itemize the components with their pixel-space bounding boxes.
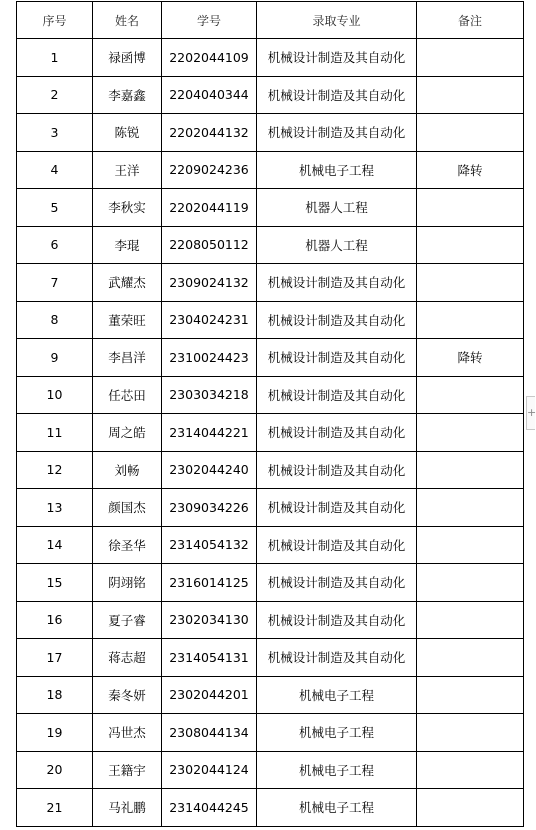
table-row <box>17 339 524 377</box>
add-column-handle[interactable] <box>526 396 535 430</box>
cell-index: 18 <box>17 676 93 714</box>
cell-remark <box>417 789 524 827</box>
cell-name: 董荣旺 <box>93 301 162 339</box>
cell-name: 马礼鹏 <box>93 789 162 827</box>
cell-name: 阴翊铭 <box>93 564 162 602</box>
cell-name: 李琨 <box>93 226 162 264</box>
cell-remark <box>417 226 524 264</box>
cell-remark <box>417 301 524 339</box>
cell-student-id: 2202044132 <box>162 114 257 152</box>
cell-major: 机械设计制造及其自动化 <box>257 301 417 339</box>
table-row <box>17 601 524 639</box>
cell-major: 机械设计制造及其自动化 <box>257 601 417 639</box>
cell-remark <box>417 639 524 677</box>
cell-name: 王籍宇 <box>93 751 162 789</box>
cell-index: 2 <box>17 76 93 114</box>
cell-name: 李秋实 <box>93 189 162 227</box>
table-row <box>17 264 524 302</box>
cell-name: 禄函博 <box>93 39 162 77</box>
cell-name: 徐圣华 <box>93 526 162 564</box>
header-index: 序号 <box>17 2 93 39</box>
cell-student-id: 2314044245 <box>162 789 257 827</box>
cell-major: 机械设计制造及其自动化 <box>257 376 417 414</box>
table-row <box>17 226 524 264</box>
header-major: 录取专业 <box>257 2 417 39</box>
cell-index: 17 <box>17 639 93 677</box>
cell-name: 周之皓 <box>93 414 162 452</box>
cell-major: 机械设计制造及其自动化 <box>257 489 417 527</box>
cell-remark: 降转 <box>417 339 524 377</box>
table-row <box>17 76 524 114</box>
cell-student-id: 2209024236 <box>162 151 257 189</box>
cell-major: 机械设计制造及其自动化 <box>257 114 417 152</box>
cell-index: 13 <box>17 489 93 527</box>
cell-remark <box>417 114 524 152</box>
cell-major: 机械设计制造及其自动化 <box>257 76 417 114</box>
cell-remark <box>417 264 524 302</box>
cell-major: 机械设计制造及其自动化 <box>257 264 417 302</box>
cell-remark <box>417 376 524 414</box>
cell-name: 王洋 <box>93 151 162 189</box>
table-row <box>17 39 524 77</box>
cell-name: 任芯田 <box>93 376 162 414</box>
cell-index: 15 <box>17 564 93 602</box>
table-row <box>17 376 524 414</box>
cell-index: 21 <box>17 789 93 827</box>
cell-remark <box>417 414 524 452</box>
cell-remark <box>417 564 524 602</box>
cell-name: 冯世杰 <box>93 714 162 752</box>
header-student-id: 学号 <box>162 2 257 39</box>
cell-index: 8 <box>17 301 93 339</box>
header-name: 姓名 <box>93 2 162 39</box>
table-row <box>17 751 524 789</box>
table-row <box>17 789 524 827</box>
cell-major: 机械电子工程 <box>257 714 417 752</box>
cell-student-id: 2202044119 <box>162 189 257 227</box>
cell-index: 4 <box>17 151 93 189</box>
cell-student-id: 2302044124 <box>162 751 257 789</box>
cell-major: 机械电子工程 <box>257 676 417 714</box>
cell-major: 机械设计制造及其自动化 <box>257 451 417 489</box>
table-row <box>17 414 524 452</box>
cell-student-id: 2309024132 <box>162 264 257 302</box>
cell-student-id: 2202044109 <box>162 39 257 77</box>
cell-index: 10 <box>17 376 93 414</box>
cell-name: 刘畅 <box>93 451 162 489</box>
cell-student-id: 2309034226 <box>162 489 257 527</box>
cell-index: 3 <box>17 114 93 152</box>
table-row <box>17 714 524 752</box>
cell-name: 李嘉鑫 <box>93 76 162 114</box>
table-body <box>17 39 524 827</box>
cell-name: 秦冬妍 <box>93 676 162 714</box>
cell-remark <box>417 451 524 489</box>
cell-remark <box>417 39 524 77</box>
admission-table <box>16 1 524 827</box>
cell-index: 7 <box>17 264 93 302</box>
table-row <box>17 489 524 527</box>
header-row <box>17 2 524 39</box>
cell-student-id: 2316014125 <box>162 564 257 602</box>
cell-major: 机械设计制造及其自动化 <box>257 414 417 452</box>
table-row <box>17 151 524 189</box>
cell-remark <box>417 751 524 789</box>
cell-remark: 降转 <box>417 151 524 189</box>
cell-index: 11 <box>17 414 93 452</box>
cell-student-id: 2310024423 <box>162 339 257 377</box>
table-row <box>17 189 524 227</box>
table-row <box>17 451 524 489</box>
cell-remark <box>417 714 524 752</box>
table-row <box>17 676 524 714</box>
cell-major: 机械设计制造及其自动化 <box>257 339 417 377</box>
table-row <box>17 564 524 602</box>
cell-student-id: 2302044240 <box>162 451 257 489</box>
table-row <box>17 301 524 339</box>
cell-index: 12 <box>17 451 93 489</box>
cell-remark <box>417 676 524 714</box>
cell-index: 14 <box>17 526 93 564</box>
cell-index: 9 <box>17 339 93 377</box>
cell-major: 机械设计制造及其自动化 <box>257 526 417 564</box>
cell-major: 机械设计制造及其自动化 <box>257 39 417 77</box>
cell-name: 夏子睿 <box>93 601 162 639</box>
cell-name: 蒋志超 <box>93 639 162 677</box>
cell-name: 颜国杰 <box>93 489 162 527</box>
cell-major: 机械电子工程 <box>257 751 417 789</box>
cell-major: 机器人工程 <box>257 189 417 227</box>
cell-name: 武耀杰 <box>93 264 162 302</box>
cell-index: 20 <box>17 751 93 789</box>
cell-major: 机械设计制造及其自动化 <box>257 639 417 677</box>
cell-student-id: 2204040344 <box>162 76 257 114</box>
cell-major: 机器人工程 <box>257 226 417 264</box>
cell-index: 5 <box>17 189 93 227</box>
table-header <box>17 2 524 39</box>
cell-name: 李昌洋 <box>93 339 162 377</box>
cell-index: 19 <box>17 714 93 752</box>
table-row <box>17 526 524 564</box>
header-remark: 备注 <box>417 2 524 39</box>
cell-student-id: 2314054132 <box>162 526 257 564</box>
cell-remark <box>417 526 524 564</box>
table-row <box>17 114 524 152</box>
plus-icon: + <box>527 406 536 419</box>
cell-student-id: 2308044134 <box>162 714 257 752</box>
cell-name: 陈锐 <box>93 114 162 152</box>
cell-student-id: 2302044201 <box>162 676 257 714</box>
cell-index: 6 <box>17 226 93 264</box>
cell-remark <box>417 601 524 639</box>
cell-student-id: 2314054131 <box>162 639 257 677</box>
cell-student-id: 2208050112 <box>162 226 257 264</box>
cell-student-id: 2303034218 <box>162 376 257 414</box>
cell-major: 机械电子工程 <box>257 151 417 189</box>
cell-student-id: 2304024231 <box>162 301 257 339</box>
cell-index: 16 <box>17 601 93 639</box>
cell-remark <box>417 489 524 527</box>
table-row <box>17 639 524 677</box>
cell-student-id: 2314044221 <box>162 414 257 452</box>
cell-remark <box>417 76 524 114</box>
cell-major: 机械电子工程 <box>257 789 417 827</box>
cell-major: 机械设计制造及其自动化 <box>257 564 417 602</box>
cell-index: 1 <box>17 39 93 77</box>
cell-remark <box>417 189 524 227</box>
cell-student-id: 2302034130 <box>162 601 257 639</box>
